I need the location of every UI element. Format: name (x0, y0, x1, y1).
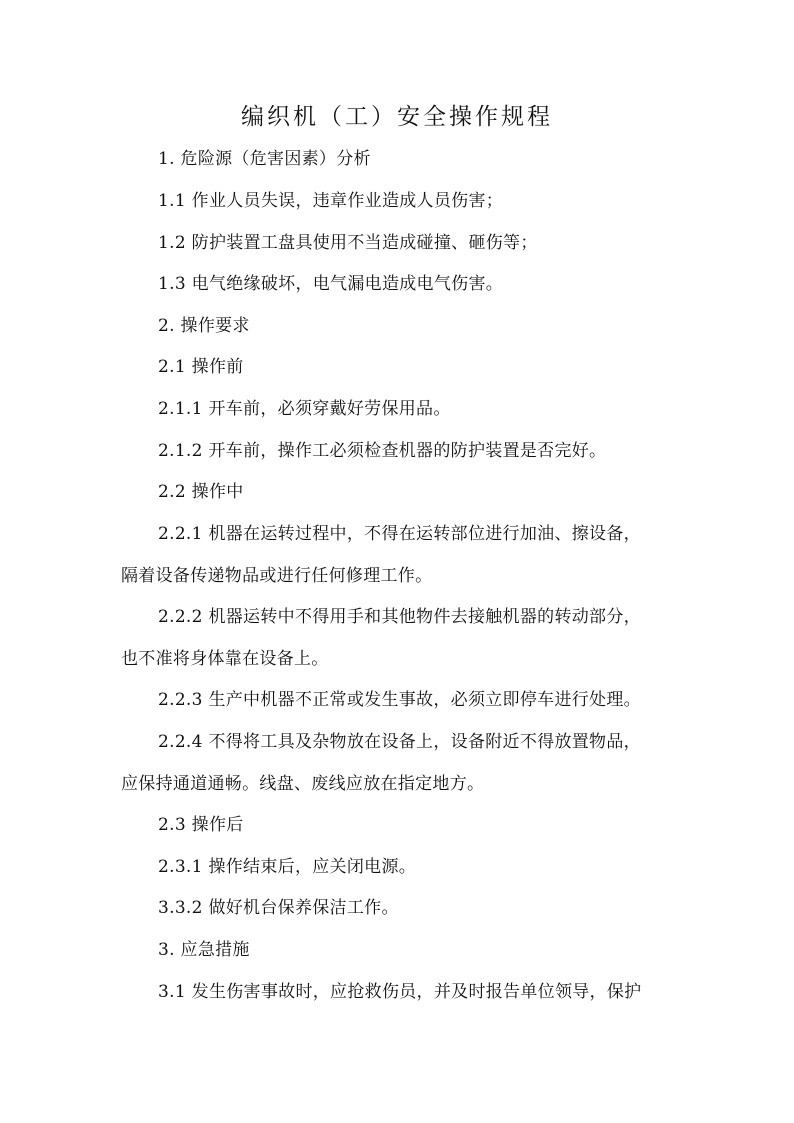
paragraph-3-3-2: 3.3.2 做好机台保养保洁工作。 (158, 898, 399, 918)
paragraph-2-1-2: 2.1.2 开车前，操作工必须检查机器的防护装置是否完好。 (158, 441, 607, 461)
paragraph-2-3-1: 2.3.1 操作结束后，应关闭电源。 (158, 857, 417, 877)
paragraph-2-2-4-continued: 应保持通道通畅。线盘、废线应放在指定地方。 (121, 774, 485, 794)
paragraph-2-2-1-continued: 隔着设备传递物品或进行任何修理工作。 (121, 566, 433, 586)
subsection-heading-2-2: 2.2 操作中 (158, 482, 244, 502)
subsection-heading-2-3: 2.3 操作后 (158, 815, 244, 835)
paragraph-1-3: 1.3 电气绝缘破坏，电气漏电造成电气伤害。 (158, 274, 504, 294)
paragraph-1-1: 1.1 作业人员失误，违章作业造成人员伤害； (158, 191, 504, 211)
section-heading-3: 3. 应急措施 (158, 940, 250, 960)
paragraph-2-2-3: 2.2.3 生产中机器不正常或发生事故，必须立即停车进行处理。 (158, 690, 641, 710)
document-title: 编织机（工）安全操作规程 (241, 104, 553, 130)
paragraph-2-2-2: 2.2.2 机器运转中不得用手和其他物件去接触机器的转动部分， (158, 607, 641, 627)
paragraph-2-2-4: 2.2.4 不得将工具及杂物放在设备上，设备附近不得放置物品， (158, 732, 641, 752)
section-heading-2: 2. 操作要求 (158, 316, 250, 336)
paragraph-2-2-2-continued: 也不准将身体靠在设备上。 (121, 649, 329, 669)
paragraph-3-1: 3.1 发生伤害事故时，应抢救伤员，并及时报告单位领导，保护 (158, 982, 642, 1002)
paragraph-2-1-1: 2.1.1 开车前，必须穿戴好劳保用品。 (158, 399, 451, 419)
paragraph-2-2-1: 2.2.1 机器在运转过程中，不得在运转部位进行加油、擦设备， (158, 524, 641, 544)
paragraph-1-2: 1.2 防护装置工盘具使用不当造成碰撞、砸伤等； (158, 233, 538, 253)
subsection-heading-2-1: 2.1 操作前 (158, 357, 244, 377)
section-heading-1: 1. 危险源（危害因素）分析 (158, 149, 371, 169)
